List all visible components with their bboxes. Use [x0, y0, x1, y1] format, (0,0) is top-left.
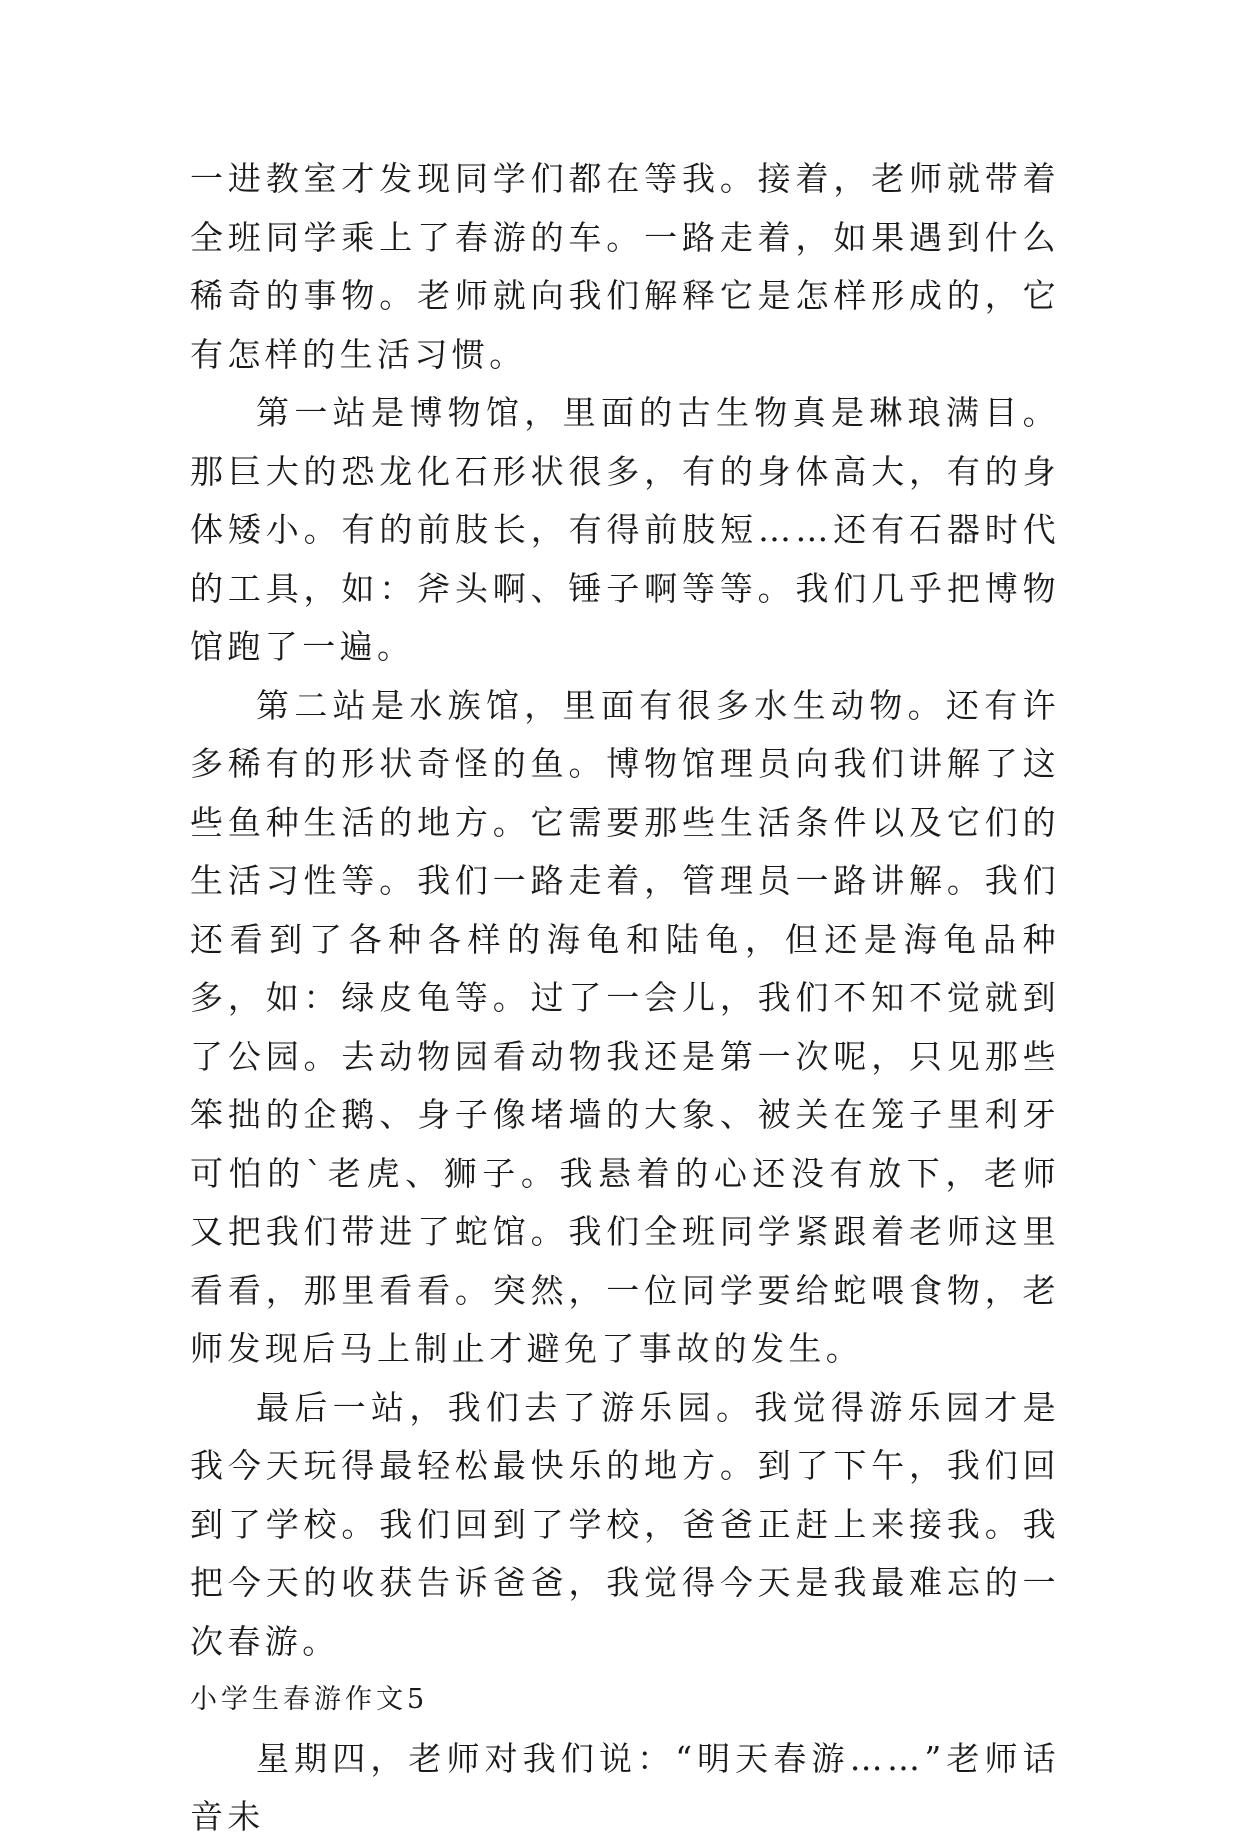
- body-paragraph-3: 第二站是水族馆，里面有很多水生动物。还有许多稀有的形状奇怪的鱼。博物馆理员向我们讲解了这些鱼种生活的地方。它需要那些生活条件以及它们的生活习性等。我们一路走着，管理员一路讲解。我们还看到了各种各样的海龟和陆龟，但还是海龟品种多，如：绿皮龟等。过了一会儿，我们不知不觉就到了公园。去动物园看动物我还是第一次呢，只见那些笨拙的企鹅、身子像堵墙的大象、被关在笼子里利牙可怕的`老虎、狮子。我悬着的心还没有放下，老师又把我们带进了蛇馆。我们全班同学紧跟着老师这里看看，那里看看。突然，一位同学要给蛇喂食物，老师发现后马上制止才避免了事故的发生。: [190, 685, 1060, 1368]
- body-paragraph-1: 一进教室才发现同学们都在等我。接着，老师就带着全班同学乘上了春游的车。一路走着，如果遇到什么稀奇的事物。老师就向我们解释它是怎样形成的，它有怎样的生活习惯。: [190, 159, 1060, 374]
- body-paragraph-2: 第一站是博物馆，里面的古生物真是琳琅满目。那巨大的恐龙化石形状很多，有的身体高大，有的身体矮小。有的前肢长，有得前肢短……还有石器时代的工具，如：斧头啊、锤子啊等等。我们几乎把博物馆跑了一遍。: [190, 393, 1060, 666]
- document-page: [190, 150, 1060, 1847]
- closing-paragraph: 星期四，老师对我们说：“明天春游……”老师话音未: [190, 1738, 1060, 1836]
- section-heading: 小学生春游作文5: [190, 1684, 429, 1715]
- body-paragraph-4: 最后一站，我们去了游乐园。我觉得游乐园才是我今天玩得最轻松最快乐的地方。到了下午，我们回到了学校。我们回到了学校，爸爸正赶上来接我。我把今天的收获告诉爸爸，我觉得今天是我最难忘的一次春游。: [190, 1387, 1060, 1661]
